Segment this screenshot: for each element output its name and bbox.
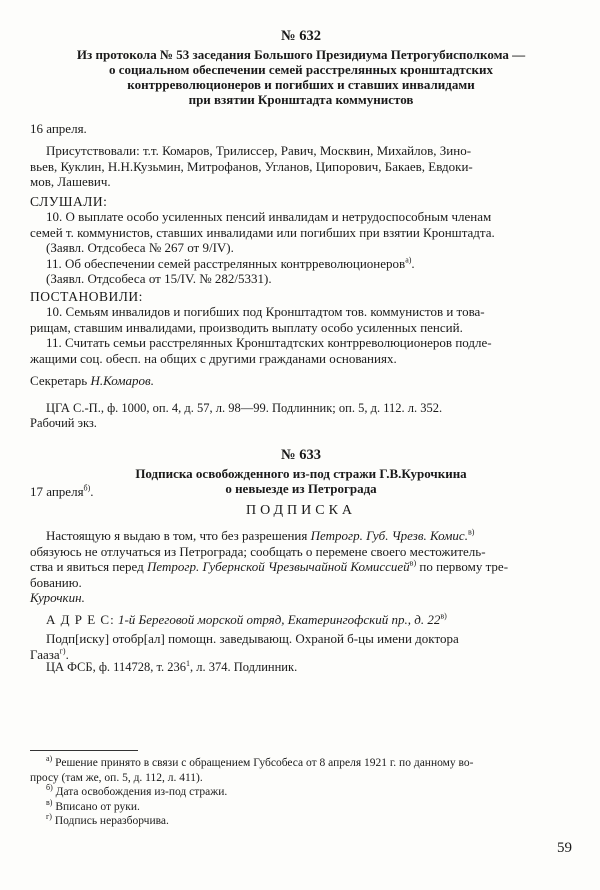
- doc-632-present: [30, 143, 572, 190]
- footnote: [30, 797, 572, 815]
- title-line: контрреволюционеров и погибших и ставших инвалидами: [127, 77, 475, 92]
- title-line: Из протокола № 53 заседания Большого Президиума Петрогубисполкома —: [76, 47, 526, 62]
- decided-heading: ПОСТАНОВИЛИ:: [30, 289, 143, 304]
- footnote-text: Решение принято в связи с обращением Губсобеса от 8 апреля 1921 г. по данному во-: [55, 757, 474, 769]
- secretary-signature: [30, 373, 572, 389]
- received-line: Подп[иску] отобр[ал] помощн. заведывающ. Охраной б-цы имени доктора: [46, 631, 459, 646]
- source-text: , л. 374. Подлинник.: [189, 660, 298, 674]
- footnote-mark: а): [46, 754, 53, 764]
- body-text: Настоящую я выдаю в том, что без разрешения: [46, 528, 311, 543]
- heard-line: 11. Об обеспечении семей расстрелянных контрреволюционеров$^{а)}$.: [46, 255, 415, 271]
- date-text: 17 апреля: [30, 484, 84, 499]
- address-line: [30, 612, 572, 628]
- body-text: по первому тре-: [416, 559, 509, 574]
- doc-632-source: [30, 401, 572, 431]
- footnote-mark: в): [440, 611, 447, 621]
- page-number: 59: [557, 840, 572, 856]
- footnote-mark: б): [46, 783, 53, 793]
- secretary-name: Н.Комаров.: [90, 373, 154, 388]
- heard-line: 10. О выплате особо усиленных пенсий инвалидам и нетрудоспособным членам: [46, 209, 492, 224]
- footnote-mark: в): [409, 558, 417, 568]
- doc-633-source: [30, 660, 572, 675]
- source-sup: 1: [185, 658, 190, 668]
- heard-line: (Заявл. Отдсобеса от 15/IV. № 282/5331).: [46, 271, 272, 286]
- podpiska-body: [30, 528, 572, 590]
- received-line: Гааза$^{г)}$.: [30, 646, 69, 662]
- signature-name: Курочкин.: [30, 590, 85, 605]
- footnote-mark: а): [405, 255, 412, 265]
- present-line: мов, Лашевич.: [30, 174, 111, 189]
- footnote-text: Дата освобождения из-под стражи.: [55, 786, 228, 798]
- address-label: А Д Р Е С:: [46, 612, 115, 627]
- heard-heading: СЛУШАЛИ:: [30, 194, 108, 209]
- footnote-mark: б): [83, 483, 91, 493]
- source-line: ЦГА С.-П., ф. 1000, оп. 4, д. 57, л. 98—99. Подлинник; оп. 5, д. 112. л. 352.: [46, 401, 443, 415]
- decided-line: рищам, ставшим инвалидами, производить выплату особо усиленных пенсий.: [30, 319, 463, 335]
- title-line: о невыезде из Петрограда: [225, 481, 377, 496]
- footnote-divider: [30, 750, 138, 751]
- footnote: [30, 785, 572, 800]
- decided-line: 11. Считать семьи расстрелянных Кронштадтских контрреволюционеров подле-: [46, 335, 492, 350]
- received-text: Гааза: [30, 646, 60, 662]
- footnote-text: Подпись неразборчива.: [54, 815, 169, 827]
- body-italic: Петрогр. Губ. Чрезв. Комис.: [310, 528, 468, 543]
- source-line: [30, 660, 572, 675]
- footnote-cont: просу (там же, оп. 5, д. 112, л. 411).: [30, 771, 203, 784]
- body-line: [30, 559, 572, 575]
- footnote: [30, 756, 572, 771]
- body-line: обязуюсь не отлучаться из Петрограда; сообщать о перемене своего местожитель-: [30, 543, 486, 559]
- decided-line: 10. Семьям инвалидов и погибших под Кронштадтом тов. коммунистов и това-: [46, 304, 485, 319]
- address-value: 1-й Береговой морской отряд, Екатерингофский пр., д. 22: [117, 612, 441, 627]
- heard-items: [30, 209, 572, 287]
- title-line: Подписка освобожденного из-под стражи Г.В.Курочкина: [135, 466, 467, 481]
- secretary-label: Секретарь: [30, 373, 88, 388]
- footnote-mark: в): [467, 527, 475, 537]
- footnote-mark: г): [46, 812, 52, 822]
- footnote-mark: г): [59, 646, 66, 656]
- doc-633-date: 17 апреля$^{б)}$.: [30, 483, 94, 499]
- source-text: ЦА ФСБ, ф. 114728, т. 236: [46, 660, 186, 674]
- present-line: вьев, Куклин, Н.Н.Кузьмин, Митрофанов, Угланов, Ципорович, Бакаев, Евдоки-: [30, 158, 473, 174]
- doc-632-date: 16 апреля.: [30, 121, 87, 136]
- body-text: ства и явиться перед: [30, 559, 148, 574]
- footnote-mark: в): [46, 797, 53, 807]
- footnote-text: Вписано от руки.: [55, 800, 140, 813]
- footnote: [30, 814, 572, 829]
- decided-items: [30, 304, 572, 366]
- podpiska-heading: ПОДПИСКА: [245, 503, 357, 518]
- present-line: Присутствовали: т.т. Комаров, Трилиссер, Равич, Москвин, Михайлов, Зино-: [46, 143, 472, 158]
- doc-633-number: № 633: [281, 447, 321, 463]
- decided-line: жащими соц. обесп. на общих с другими гражданами основаниях.: [30, 350, 397, 366]
- body-italic: Петрогр. Губернской Чрезвычайной Комиссией: [147, 559, 410, 574]
- footnotes: [30, 756, 572, 829]
- heard-line: (Заявл. Отдсобеса № 267 от 9/IV).: [46, 240, 234, 255]
- body-line: бованию.: [30, 574, 82, 590]
- body-line: [30, 528, 572, 544]
- title-line: при взятии Кронштадта коммунистов: [188, 92, 414, 107]
- title-line: о социальном обеспечении семей расстрелянных кронштадтских: [108, 62, 494, 77]
- heard-line-text: 11. Об обеспечении семей расстрелянных контрреволюционеров: [46, 255, 406, 271]
- doc-632-title: [30, 47, 572, 107]
- heard-line: семей т. коммунистов, ставших инвалидами или погибших при взятии Кронштадта.: [30, 224, 495, 240]
- kurochkin-signature: [30, 590, 572, 606]
- received-note: [30, 631, 572, 662]
- doc-632-number: № 632: [281, 28, 321, 44]
- source-line: Рабочий экз.: [30, 416, 97, 430]
